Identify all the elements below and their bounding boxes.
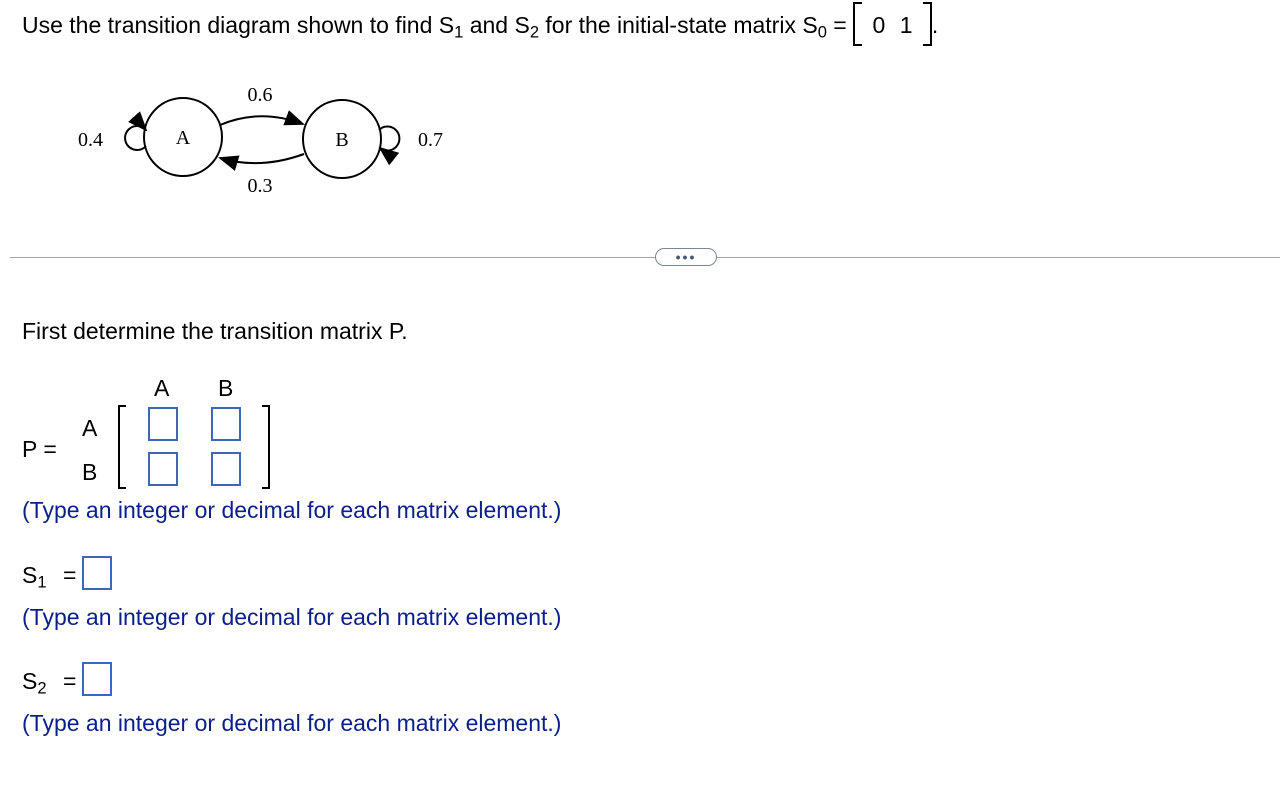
matrix-right-bracket <box>923 2 932 46</box>
arrow-b-to-a <box>220 154 304 163</box>
col-header-b: B <box>218 375 234 401</box>
s2-label: $S_2$ = <box>22 668 77 698</box>
question-text: Use the transition diagram shown to find $S_1$ and $S_2$ for the initial-state matrix $S_0 = 0$ 1 . <box>22 8 938 46</box>
prob-b-to-a: 0.3 <box>247 175 273 197</box>
row-header-a: A <box>82 415 98 441</box>
prob-b-to-b: 0.7 <box>418 129 443 151</box>
loop-a <box>125 126 146 150</box>
p-left-bracket <box>118 405 126 489</box>
p-cell-b-a[interactable] <box>148 452 178 486</box>
transition-diagram <box>60 70 480 210</box>
s1-label: $S_1$ = <box>22 562 77 592</box>
state-b-label: B <box>335 129 349 151</box>
p-cell-a-a[interactable] <box>148 407 178 441</box>
p-right-bracket <box>262 405 270 489</box>
section-divider <box>10 257 1280 258</box>
s0-element: 0 <box>872 12 886 39</box>
prob-a-to-b: 0.6 <box>247 84 273 106</box>
s1-input[interactable] <box>82 556 112 590</box>
arrow-a-to-b <box>220 116 303 125</box>
hint-text: (Type an integer or decimal for each matrix element.) <box>22 497 562 523</box>
col-header-a: A <box>154 375 170 401</box>
hint-text: (Type an integer or decimal for each matrix element.) <box>22 710 562 736</box>
p-label: P = <box>22 436 57 462</box>
state-a-label: A <box>175 127 191 149</box>
loop-b <box>379 127 399 151</box>
initial-state-matrix <box>853 12 932 38</box>
prob-a-to-a: 0.4 <box>78 129 103 151</box>
step-instruction: First determine the transition matrix P. <box>22 318 408 344</box>
row-header-b: B <box>82 459 98 485</box>
p-cell-a-b[interactable] <box>211 407 241 441</box>
s2-input[interactable] <box>82 662 112 696</box>
matrix-left-bracket <box>853 2 862 46</box>
p-cell-b-b[interactable] <box>211 452 241 486</box>
more-button[interactable]: ••• <box>655 248 717 266</box>
s0-element: 1 <box>899 12 913 39</box>
hint-text: (Type an integer or decimal for each matrix element.) <box>22 604 562 630</box>
